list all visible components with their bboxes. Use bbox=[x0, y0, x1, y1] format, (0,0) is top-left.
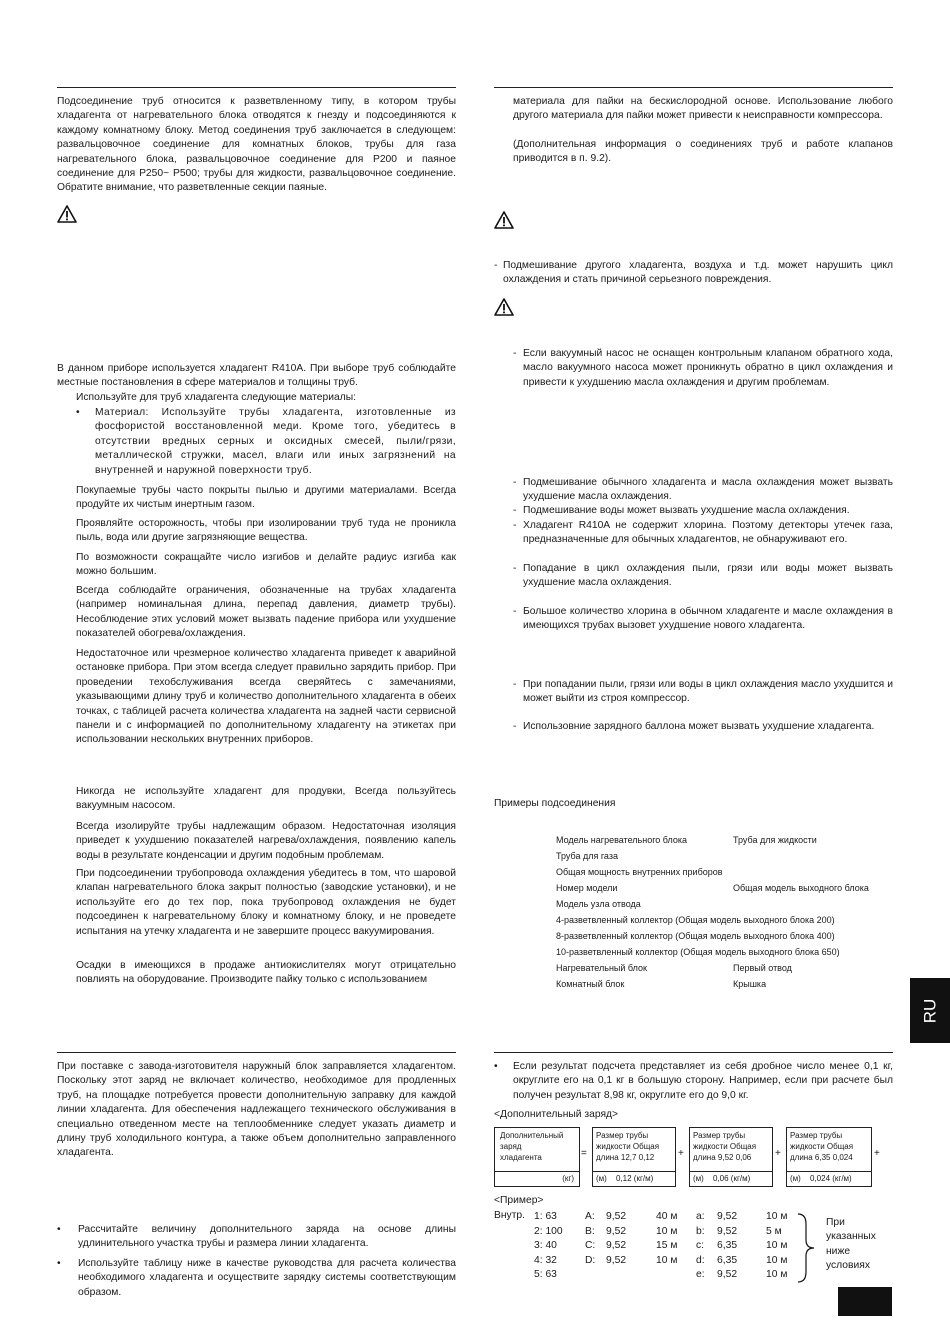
example-cell-v1: 9,52 bbox=[606, 1240, 627, 1252]
example-cell-m2: 10 м bbox=[766, 1269, 788, 1281]
bullet-mark: • bbox=[57, 1258, 61, 1269]
dash-item-cylinder bbox=[513, 720, 893, 734]
examples-title: Примеры подсоединения bbox=[494, 798, 616, 809]
legend-row bbox=[556, 944, 840, 960]
unit-kg: (кг) bbox=[562, 1174, 574, 1183]
dash-mark: - bbox=[513, 505, 517, 516]
bottom-rule-right bbox=[494, 1052, 893, 1053]
dash-text: Большое количество хлорина в обычном хладагенте и масле охлаждения в имеющихся трубах вызовет ухудшение нового хладагента. bbox=[523, 606, 893, 632]
legend-label-secondary: Крышка bbox=[733, 979, 767, 989]
unit-rate: 0,024 (кг/м) bbox=[810, 1174, 852, 1183]
table-guide-bullet bbox=[57, 1257, 456, 1300]
legend-row bbox=[556, 896, 840, 912]
dash-item-old-chlorine bbox=[513, 605, 893, 634]
unit-m: (м) bbox=[693, 1174, 704, 1183]
example-cell-u: 3: 40 bbox=[534, 1240, 557, 1252]
dash-item-vacuum-pump bbox=[513, 347, 893, 390]
legend-row bbox=[556, 960, 840, 976]
material-text: Материал: Используйте трубы хладагента, изготовленные из фосфористой восстановленной меди. Кроме того, убедитесь в отсутствии вредных серных и оксидных смесей, пыли/грязи, металлической стружки, масел, влаги или иных загрязнений на внутренней и наружной поверхности труб. bbox=[95, 407, 456, 476]
paragraph-charge-amount: Недостаточное или чрезмерное количество хладагента приведет к аварийной остановке прибора. При этом всегда следует правильно зарядить прибор. При проведении техобслуживания всегда сверяйтесь с замечаниями, указывающими длину труб и количество дополнительного хладагента в обеих точках, с таблицей расчета количества хладагента на задней части сервисной панели и с информацией по дополнительному хладагенту на этикетах при использовании нескольких внутренних приборов. bbox=[76, 648, 456, 746]
example-cell-m1: 10 м bbox=[656, 1225, 678, 1237]
dash-text: Использовние зарядного баллона может вызвать ухудшение хладагента. bbox=[523, 721, 875, 732]
legend-label: Номер модели bbox=[556, 883, 618, 893]
example-cell-u: 5: 63 bbox=[534, 1269, 557, 1281]
calc-text: Рассчитайте величину дополнительного заряда на основе длины удлинительного участка трубы и размера линии хладагента. bbox=[78, 1224, 456, 1250]
warning-icon bbox=[494, 298, 514, 316]
mix-text: Подмешивание другого хладагента, воздуха и т.д. может нарушить цикл охлаждения и стать причиной серьезного повреждения. bbox=[503, 260, 893, 286]
intro-paragraph: Подсоединение труб относится к разветвленному типу, в котором трубы хладагента от нагревательного блока отводятся к гнезду и подсоединяются к каждому комнатному блоку. Метод соединения труб заключается в следующем: развальцовочное соединение для комнатных блоков, трубы для газа нагревательного блока, развальцовочное соединение для P200 и паяное соединение для P250~ P500; трубы для жидкости, развальцовочное соединение. Обратите внимание, что разветвленные секции паяные. bbox=[57, 96, 456, 194]
legend-row bbox=[556, 848, 840, 864]
right-reference: (Дополнительная информация о соединениях труб и работе клапанов приводится в п. 9.2). bbox=[513, 139, 893, 165]
r410a-paragraph: В данном приборе используется хладагент R410A. При выборе труб соблюдайте местные постановления в сфере материалов и толщины труб. bbox=[57, 363, 456, 389]
top-rule-right bbox=[494, 87, 893, 88]
warning-icon bbox=[57, 205, 77, 223]
dash-item-oil-mix bbox=[513, 476, 893, 505]
example-cell-m2: 5 м bbox=[766, 1225, 782, 1237]
example-cell-v1: 9,52 bbox=[606, 1225, 627, 1237]
example-cell-u: 1: 63 bbox=[534, 1211, 557, 1222]
example-cell-u: 4: 32 bbox=[534, 1254, 557, 1266]
dash-text: Попадание в цикл охлаждения пыли, грязи или воды может вызвать ухудшение масла охлаждения. bbox=[523, 563, 893, 589]
plus-sign: + bbox=[874, 1148, 880, 1159]
legend-label: Нагревательный блок bbox=[556, 963, 647, 973]
unit-rate: 0,06 (кг/м) bbox=[713, 1174, 751, 1183]
dash-text: При попадании пыли, грязи или воды в цикл охлаждения масло ухудшится и может выйти из строя компрессор. bbox=[523, 679, 893, 705]
table-guide-text: Используйте таблицу ниже в качестве руководства для расчета количества необходимого хладагента и осуществите зарядку системы соответствующим образом. bbox=[78, 1258, 456, 1298]
brace-icon bbox=[795, 1212, 817, 1284]
example-cell-l2: a: bbox=[696, 1211, 705, 1222]
example-cell-u: 2: 100 bbox=[534, 1225, 563, 1237]
top-rule-left bbox=[57, 87, 456, 88]
bottom-rule-left bbox=[57, 1052, 456, 1053]
dash-mark: - bbox=[513, 348, 517, 359]
example-cell-v2: 9,52 bbox=[717, 1269, 738, 1281]
dash-mark: - bbox=[494, 260, 498, 271]
inner-label: Внутр. bbox=[494, 1210, 526, 1221]
bullet-mark: • bbox=[494, 1061, 498, 1072]
dash-text: Подмешивание обычного хладагента и масла охлаждения может вызвать ухудшение масла охлаждения. bbox=[523, 477, 893, 503]
calc-bullet bbox=[57, 1223, 456, 1252]
unit-m: (м) bbox=[596, 1174, 607, 1183]
pipe-12-7-label: Размер трубы жидкости Общая длина 12,7 0,12 bbox=[596, 1131, 660, 1162]
additional-charge-unit-row bbox=[495, 1171, 579, 1186]
pipe-6-35-box bbox=[786, 1127, 872, 1187]
pipe-9-52-box bbox=[689, 1127, 773, 1187]
use-pipes-text: Используйте для труб хладагента следующие материалы: bbox=[76, 392, 356, 403]
dash-item-water bbox=[513, 504, 893, 518]
example-title: <Пример> bbox=[494, 1195, 544, 1206]
pipe-9-52-label: Размер трубы жидкости Общая длина 9,52 0,06 bbox=[693, 1131, 757, 1162]
legend-label: Модель нагревательного блока bbox=[556, 835, 688, 845]
example-cell-l1: C: bbox=[585, 1240, 596, 1252]
bullet-mark: • bbox=[76, 407, 80, 418]
example-cell-v1: 9,52 bbox=[606, 1211, 627, 1222]
dash-mark: - bbox=[513, 606, 517, 617]
dash-mark: - bbox=[513, 563, 517, 574]
paragraph-insulation: Всегда изолируйте трубы надлежащим образом. Недостаточная изоляция приведет к ухудшению показателей нагрева/охлаждения, появлению капель воды в результате конденсации и другим подобным проблемам. bbox=[76, 821, 456, 861]
legend-row bbox=[556, 832, 840, 848]
dash-item-dust bbox=[513, 562, 893, 591]
paragraph-purge: Покупаемые трубы часто покрыты пылью и другими материалами. Всегда продуйте их чистым инертным газом. bbox=[76, 485, 456, 511]
example-cell-l2: e: bbox=[696, 1269, 705, 1281]
pipe-12-7-unit-row bbox=[593, 1171, 675, 1186]
paragraph-vacuum: Никогда не используйте хладагент для продувки, Всегда пользуйтесь вакуумным насосом. bbox=[76, 786, 456, 812]
dash-mark: - bbox=[513, 520, 517, 531]
mix-dash-item bbox=[494, 259, 893, 288]
paragraph-antioxidants: Осадки в имеющихся в продаже антиокислителях могут отрицательно повлиять на оборудование. Производите пайку только с использованием bbox=[76, 960, 456, 986]
example-cell-l2: b: bbox=[696, 1225, 705, 1237]
legend-label-secondary: Первый отвод bbox=[733, 963, 792, 973]
warning-icon bbox=[494, 211, 514, 229]
conditions-text: При указанных ниже условиях bbox=[826, 1217, 876, 1272]
dash-mark: - bbox=[513, 679, 517, 690]
paragraph-bends: По возможности сокращайте число изгибов и делайте радиус изгиба как можно большим. bbox=[76, 552, 456, 578]
dash-mark: - bbox=[513, 721, 517, 732]
paragraph-ball-valve: При подсоединении трубопровода охлаждения убедитесь в том, что шаровой клапан нагревательного блока закрыт полностью (заводские установки), и не используйте его до тех пор, пока трубопровод охлаждения не будет подсоединен к нагревательному блоку и комнатному блоку, и не проведете испытания на утечку хладагента и не завершите процесс вакуумирования. bbox=[76, 868, 456, 937]
language-tab bbox=[910, 978, 950, 1043]
example-cell-l1: B: bbox=[585, 1225, 595, 1237]
material-bullet bbox=[76, 406, 456, 478]
dash-text: Хладагент R410A не содержит хлорина. Поэтому детекторы утечек газа, предназначенные для обычных хладагентов, не обнаруживают его. bbox=[523, 520, 893, 546]
pipe-12-7-box bbox=[592, 1127, 676, 1187]
legend-label-secondary: Общая модель выходного блока bbox=[733, 883, 869, 893]
example-cell-l2: d: bbox=[696, 1254, 705, 1266]
plus-sign: + bbox=[775, 1148, 781, 1159]
plus-sign: + bbox=[678, 1148, 684, 1159]
additional-charge-title: <Дополнительный заряд> bbox=[494, 1109, 619, 1120]
dash-item-chlorine bbox=[513, 519, 893, 548]
example-cell-v2: 9,52 bbox=[717, 1225, 738, 1237]
example-cell-m1: 10 м bbox=[656, 1254, 678, 1266]
paragraph-insulate-care: Проявляйте осторожность, чтобы при изолировании труб туда не проникла пыль, вода или другие загрязняющие вещества. bbox=[76, 518, 456, 544]
example-cell-m2: 10 м bbox=[766, 1240, 788, 1252]
language-tab-label: RU bbox=[920, 998, 939, 1023]
example-cell-m1: 15 м bbox=[656, 1240, 678, 1252]
legend-label: Модель узла отвода bbox=[556, 899, 641, 909]
example-cell-m1: 40 м bbox=[656, 1211, 678, 1222]
legend-row bbox=[556, 976, 840, 992]
legend-label: Труба для газа bbox=[556, 851, 618, 861]
brace bbox=[795, 1212, 817, 1284]
example-cell-v1: 9,52 bbox=[606, 1254, 627, 1266]
charging-intro: При поставке с завода-изготовителя наружный блок заправляется хладагентом. Поскольку этот заряд не включает количество, необходимое для продленных труб, на площадке потребуется провести дополнительную заправку для каждой линии хладагента. Для обеспечения надлежащего технического обслуживания в специально отведенном месте на теплообменнике следует указать диаметр и длину труб холодильного контура, а также объем дополнительно заправленного хладагента. bbox=[57, 1061, 456, 1159]
diagram-legend bbox=[556, 832, 869, 992]
right-continuation: материала для пайки на бескислородной основе. Использование любого другого материала для пайки может привести к неисправности компрессора. bbox=[513, 96, 893, 122]
additional-charge-box bbox=[494, 1127, 580, 1187]
page-number-box bbox=[838, 1287, 892, 1316]
example-cell-l2: c: bbox=[696, 1240, 705, 1252]
legend-row bbox=[556, 880, 869, 896]
legend-label-secondary: Труба для жидкости bbox=[733, 835, 817, 845]
legend-label: Комнатный блок bbox=[556, 979, 625, 989]
example-cell-l1: A: bbox=[585, 1211, 595, 1222]
unit-rate: 0,12 (кг/м) bbox=[616, 1174, 654, 1183]
round-up-bullet bbox=[494, 1060, 893, 1103]
example-cell-l1: D: bbox=[585, 1254, 596, 1266]
pipe-6-35-label: Размер трубы жидкости Общая длина 6,35 0,024 bbox=[790, 1131, 854, 1162]
bullet-mark: • bbox=[57, 1224, 61, 1235]
round-up-text: Если результат подсчета представляет из себя дробное число менее 0,1 кг, округлите его на 0,1 кг в большую сторону. Например, если при расчете был получен результат 8,98 кг, округлите его до 9,0 кг. bbox=[513, 1061, 893, 1101]
dash-mark: - bbox=[513, 477, 517, 488]
legend-label: 10-разветвленный коллектор (Общая модель выходного блока 650) bbox=[556, 947, 840, 957]
dash-text: Подмешивание воды может вызвать ухудшение масла охлаждения. bbox=[523, 505, 850, 516]
dash-item-compressor bbox=[513, 678, 893, 707]
example-cell-m2: 10 м bbox=[766, 1211, 788, 1222]
example-cell-v2: 6,35 bbox=[717, 1240, 738, 1252]
legend-label: 4-разветвленный коллектор (Общая модель выходного блока 200) bbox=[556, 915, 835, 925]
pipe-6-35-unit-row bbox=[787, 1171, 871, 1186]
example-cell-v2: 9,52 bbox=[717, 1211, 738, 1222]
pipe-9-52-unit-row bbox=[690, 1171, 772, 1186]
legend-label: Общая мощность внутренних приборов bbox=[556, 867, 723, 877]
example-cell-v2: 6,35 bbox=[717, 1254, 738, 1266]
legend-row bbox=[556, 864, 840, 880]
legend-label: 8-разветвленный коллектор (Общая модель выходного блока 400) bbox=[556, 931, 835, 941]
legend-row bbox=[556, 912, 840, 928]
legend-row bbox=[556, 928, 840, 944]
additional-charge-label: Дополнительный заряд хладагента bbox=[500, 1131, 564, 1162]
unit-m: (м) bbox=[790, 1174, 801, 1183]
dash-text: Если вакуумный насос не оснащен контрольным клапаном обратного хода, масло вакуумного насоса может проникнуть обратно в цикл охлаждения и привести к ухудшению масла охлаждения и другим проблемам. bbox=[523, 348, 893, 388]
equals-sign: = bbox=[581, 1148, 587, 1159]
example-cell-m2: 10 м bbox=[766, 1254, 788, 1266]
paragraph-limits: Всегда соблюдайте ограничения, обозначенные на трубах хладагента (например номинальная длина, перепад давления, диаметр трубы). Несоблюдение этих условий может вызвать падение прибора или ухудшение показателей обогрева/охлаждения. bbox=[76, 585, 456, 640]
